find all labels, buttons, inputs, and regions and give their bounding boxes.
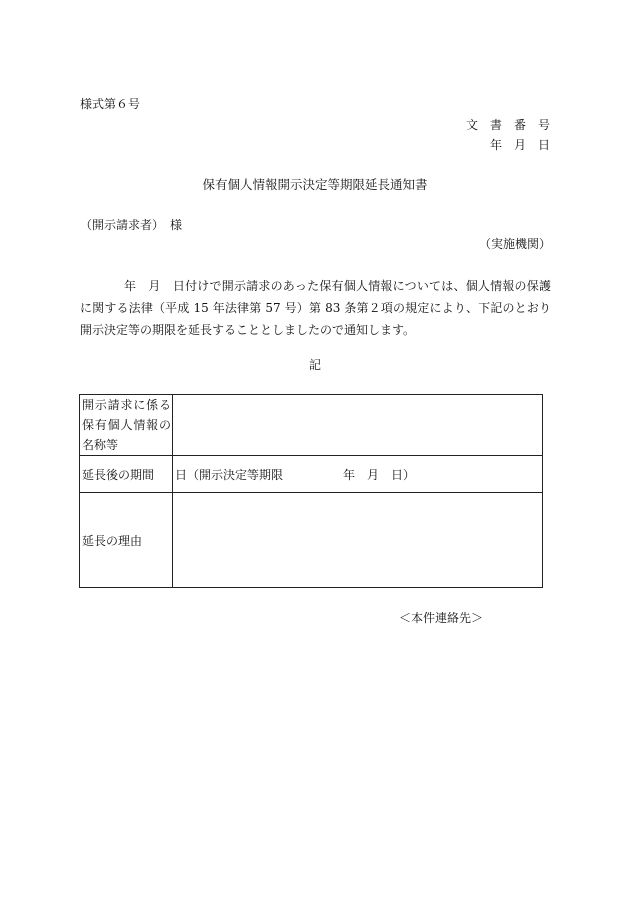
ki-heading: 記: [308, 358, 321, 372]
table-row: [80, 395, 543, 456]
date-label: 年 月 日: [489, 138, 550, 152]
table-row: [80, 493, 543, 588]
table-cell-label: [80, 395, 173, 456]
info-value-cell: [173, 395, 543, 456]
notice-table: [79, 394, 543, 588]
extension-label: 延長後の期間: [80, 456, 173, 493]
contact-heading: ＜本件連絡先＞: [399, 611, 484, 625]
reason-label: 延長の理由: [80, 493, 173, 588]
extension-value: 日（開示決定等期限 年 月 日）: [173, 456, 543, 493]
form-number: 様式第６号: [80, 97, 141, 111]
info-label-line: 開示請求に係る: [82, 398, 171, 412]
reason-value-cell: [173, 493, 543, 588]
table-row: [80, 456, 543, 493]
body-paragraph: 年 月 日付けで開示請求のあった保有個人情報については、個人情報の保護に関する法律（平成 15 年法律第 57 号）第 83 条第２項の規定により、下記のとおり開示決定等の期限を延長することとしましたので通知します。: [80, 279, 551, 337]
info-label: [82, 395, 171, 455]
info-label-line: 名称等: [82, 438, 119, 452]
recipient-line: （開示請求者） 様: [80, 218, 183, 232]
page-title: 保有個人情報開示決定等期限延長通知書: [202, 177, 428, 192]
issuer-line: （実施機関）: [478, 237, 551, 251]
info-label-line: 保有個人情報の: [82, 418, 171, 432]
document-number-label: 文 書 番 号: [465, 118, 550, 132]
